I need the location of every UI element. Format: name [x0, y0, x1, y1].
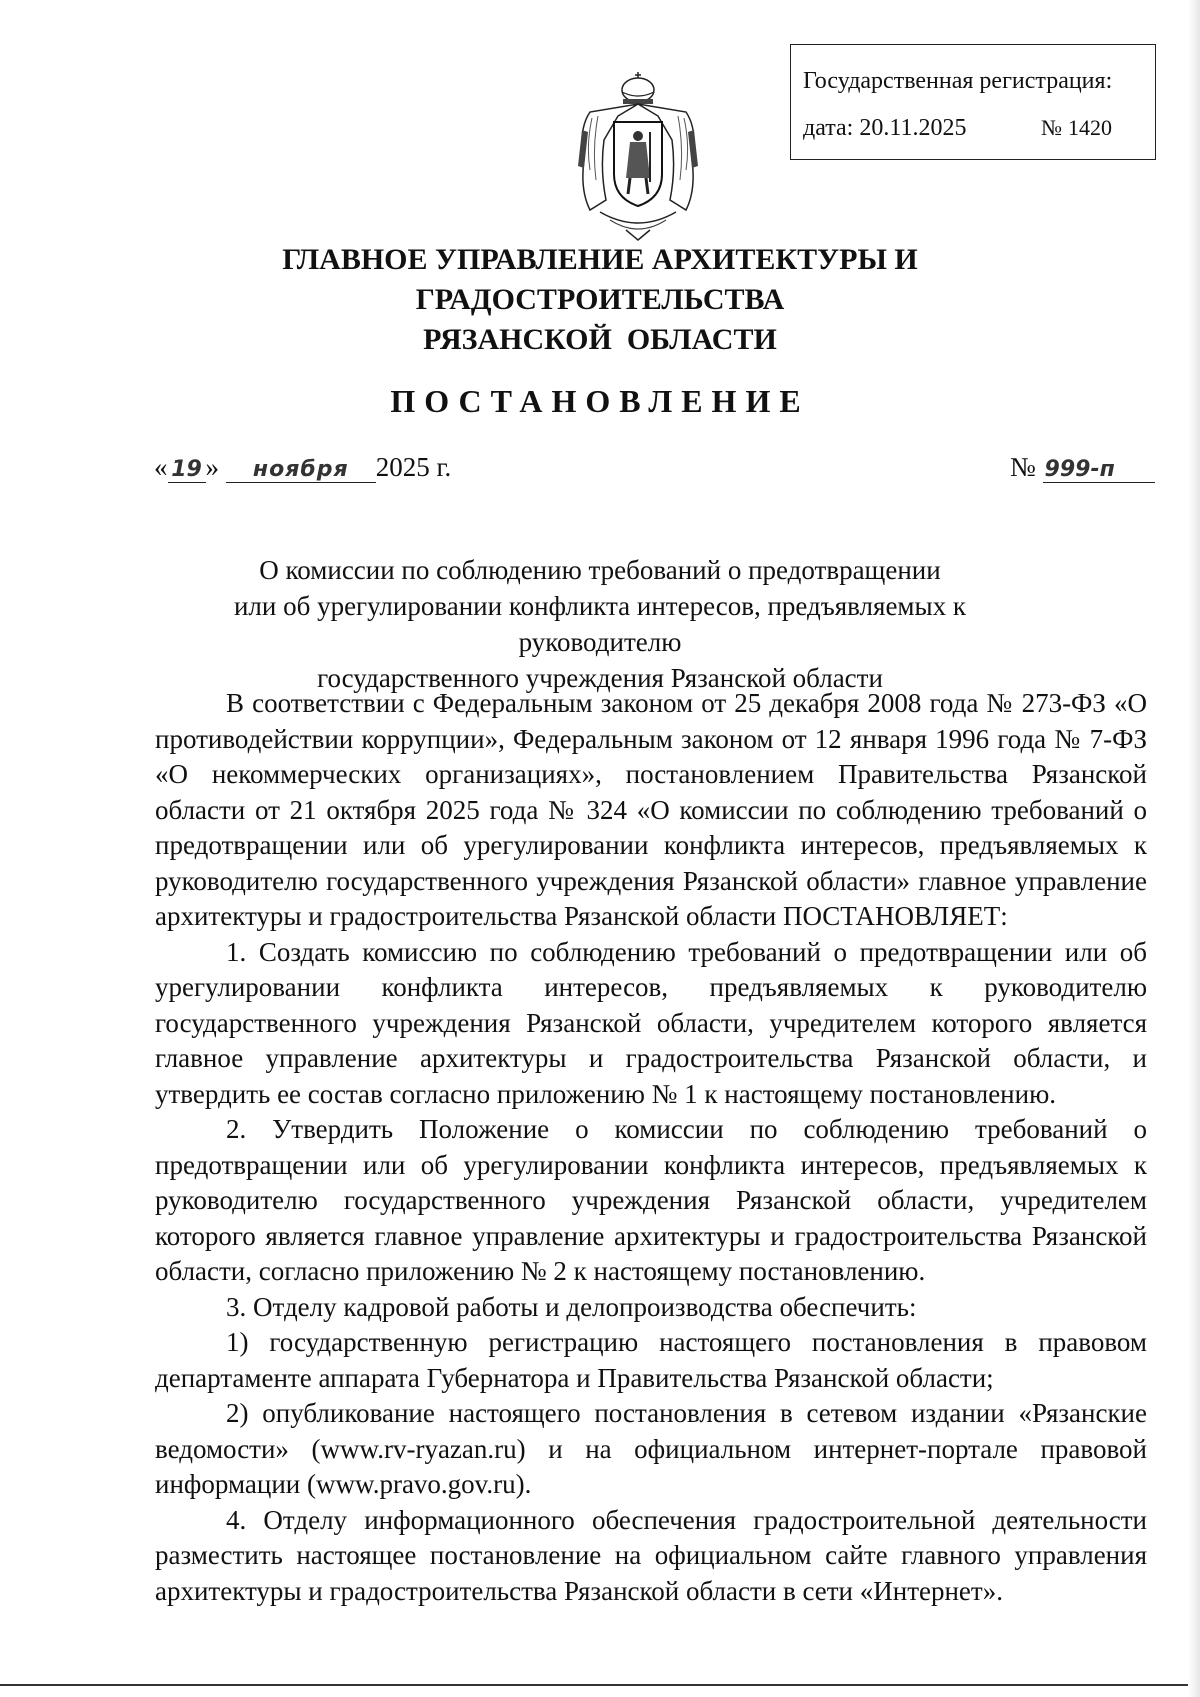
authority-line-2: РЯЗАНСКОЙ ОБЛАСТИ — [423, 323, 777, 356]
subject-line-3: государственного учреждения Рязанской области — [317, 663, 883, 693]
document-body — [155, 686, 1147, 1609]
registration-date: дата: 20.11.2025 — [803, 115, 967, 141]
registration-number-value: 1420 — [1068, 115, 1112, 140]
authority-line-1: ГЛАВНОЕ УПРАВЛЕНИЕ АРХИТЕКТУРЫ И ГРАДОСТРОИТЕЛЬСТВА — [282, 243, 918, 316]
registration-title: Государственная регистрация: — [803, 68, 1113, 94]
document-type-title: ПОСТАНОВЛЕНИЕ — [390, 383, 810, 419]
handwritten-number: 999-п — [1043, 457, 1155, 483]
document-number-label: № — [1010, 452, 1036, 482]
preamble-paragraph: В соответствии с Федеральным законом от 25 декабря 2008 года № 273-ФЗ «О противодействии коррупции», Федеральным законом от 12 января 1996 года № 7-ФЗ «О некоммерческих организациях», постановлением Правительства Рязанской области от 21 октября 2025 года № 324 «О комиссии по соблюдению требований о предотвращении или об урегулировании конфликта интересов, предъявляемых к руководителю государственного учреждения Рязанской области» главное управление архитектуры и градостроительства Рязанской области ПОСТАНОВЛЯЕТ: — [155, 688, 1147, 931]
date-close-quote: » — [205, 452, 219, 482]
registration-stamp — [790, 44, 1156, 160]
date-year: 2025 г. — [375, 452, 452, 482]
document-subject — [150, 552, 1050, 696]
document-number — [1010, 452, 1155, 483]
item-3-paragraph: 3. Отделу кадровой работы и делопроизводства обеспечить: — [226, 1291, 917, 1322]
date-open-quote: « — [154, 452, 168, 482]
item-1-paragraph: 1. Создать комиссию по соблюдению требований о предотвращении или об урегулировании конфликта интересов, предъявляемых к руководителю государственного учреждения Рязанской области, учредителем которого является главное управление архитектуры и градостроительства Рязанской области, и утвердить ее состав согласно приложению № 1 к настоящему постановлению. — [155, 936, 1147, 1109]
subject-line-2: или об урегулировании конфликта интересов, предъявляемых к руководителю — [233, 591, 967, 657]
item-4-paragraph: 4. Отделу информационного обеспечения градостроительной деятельности разместить настоящее постановление на официальном сайте главного управления архитектуры и градостроительства Рязанской области в сети «Интернет». — [155, 1504, 1147, 1606]
handwritten-day: 19 — [168, 457, 206, 483]
document-date — [154, 452, 451, 483]
scan-edge-shadow — [1188, 0, 1200, 1697]
item-3-2-paragraph: 2) опубликование настоящего постановления в сетевом издании «Рязанские ведомости» (www.rv-ryazan.ru) и на официальном интернет-портале правовой информации (www.pravo.gov.ru). — [155, 1398, 1147, 1499]
handwritten-month: ноября — [226, 457, 376, 483]
crown-icon — [622, 72, 654, 104]
item-2-paragraph: 2. Утвердить Положение о комиссии по соблюдению требований о предотвращении или об урегулировании конфликта интересов, предъявляемых к руководителю государственного учреждения Рязанской области, учредителем которого является главное управление архитектуры и градостроительства Рязанской области, согласно приложению № 2 к настоящему постановлению. — [155, 1114, 1147, 1286]
ryazan-coat-of-arms-icon — [570, 70, 706, 242]
registration-number — [1041, 112, 1112, 144]
page-bottom-edge — [0, 1684, 1200, 1686]
issuing-authority — [100, 240, 1100, 360]
subject-line-1: О комиссии по соблюдению требований о предотвращении — [259, 555, 941, 585]
registration-number-label: № — [1041, 115, 1062, 140]
item-3-1-paragraph: 1) государственную регистрацию настоящего постановления в правовом департаменте аппарата Губернатора и Правительства Рязанской области; — [155, 1327, 1147, 1393]
